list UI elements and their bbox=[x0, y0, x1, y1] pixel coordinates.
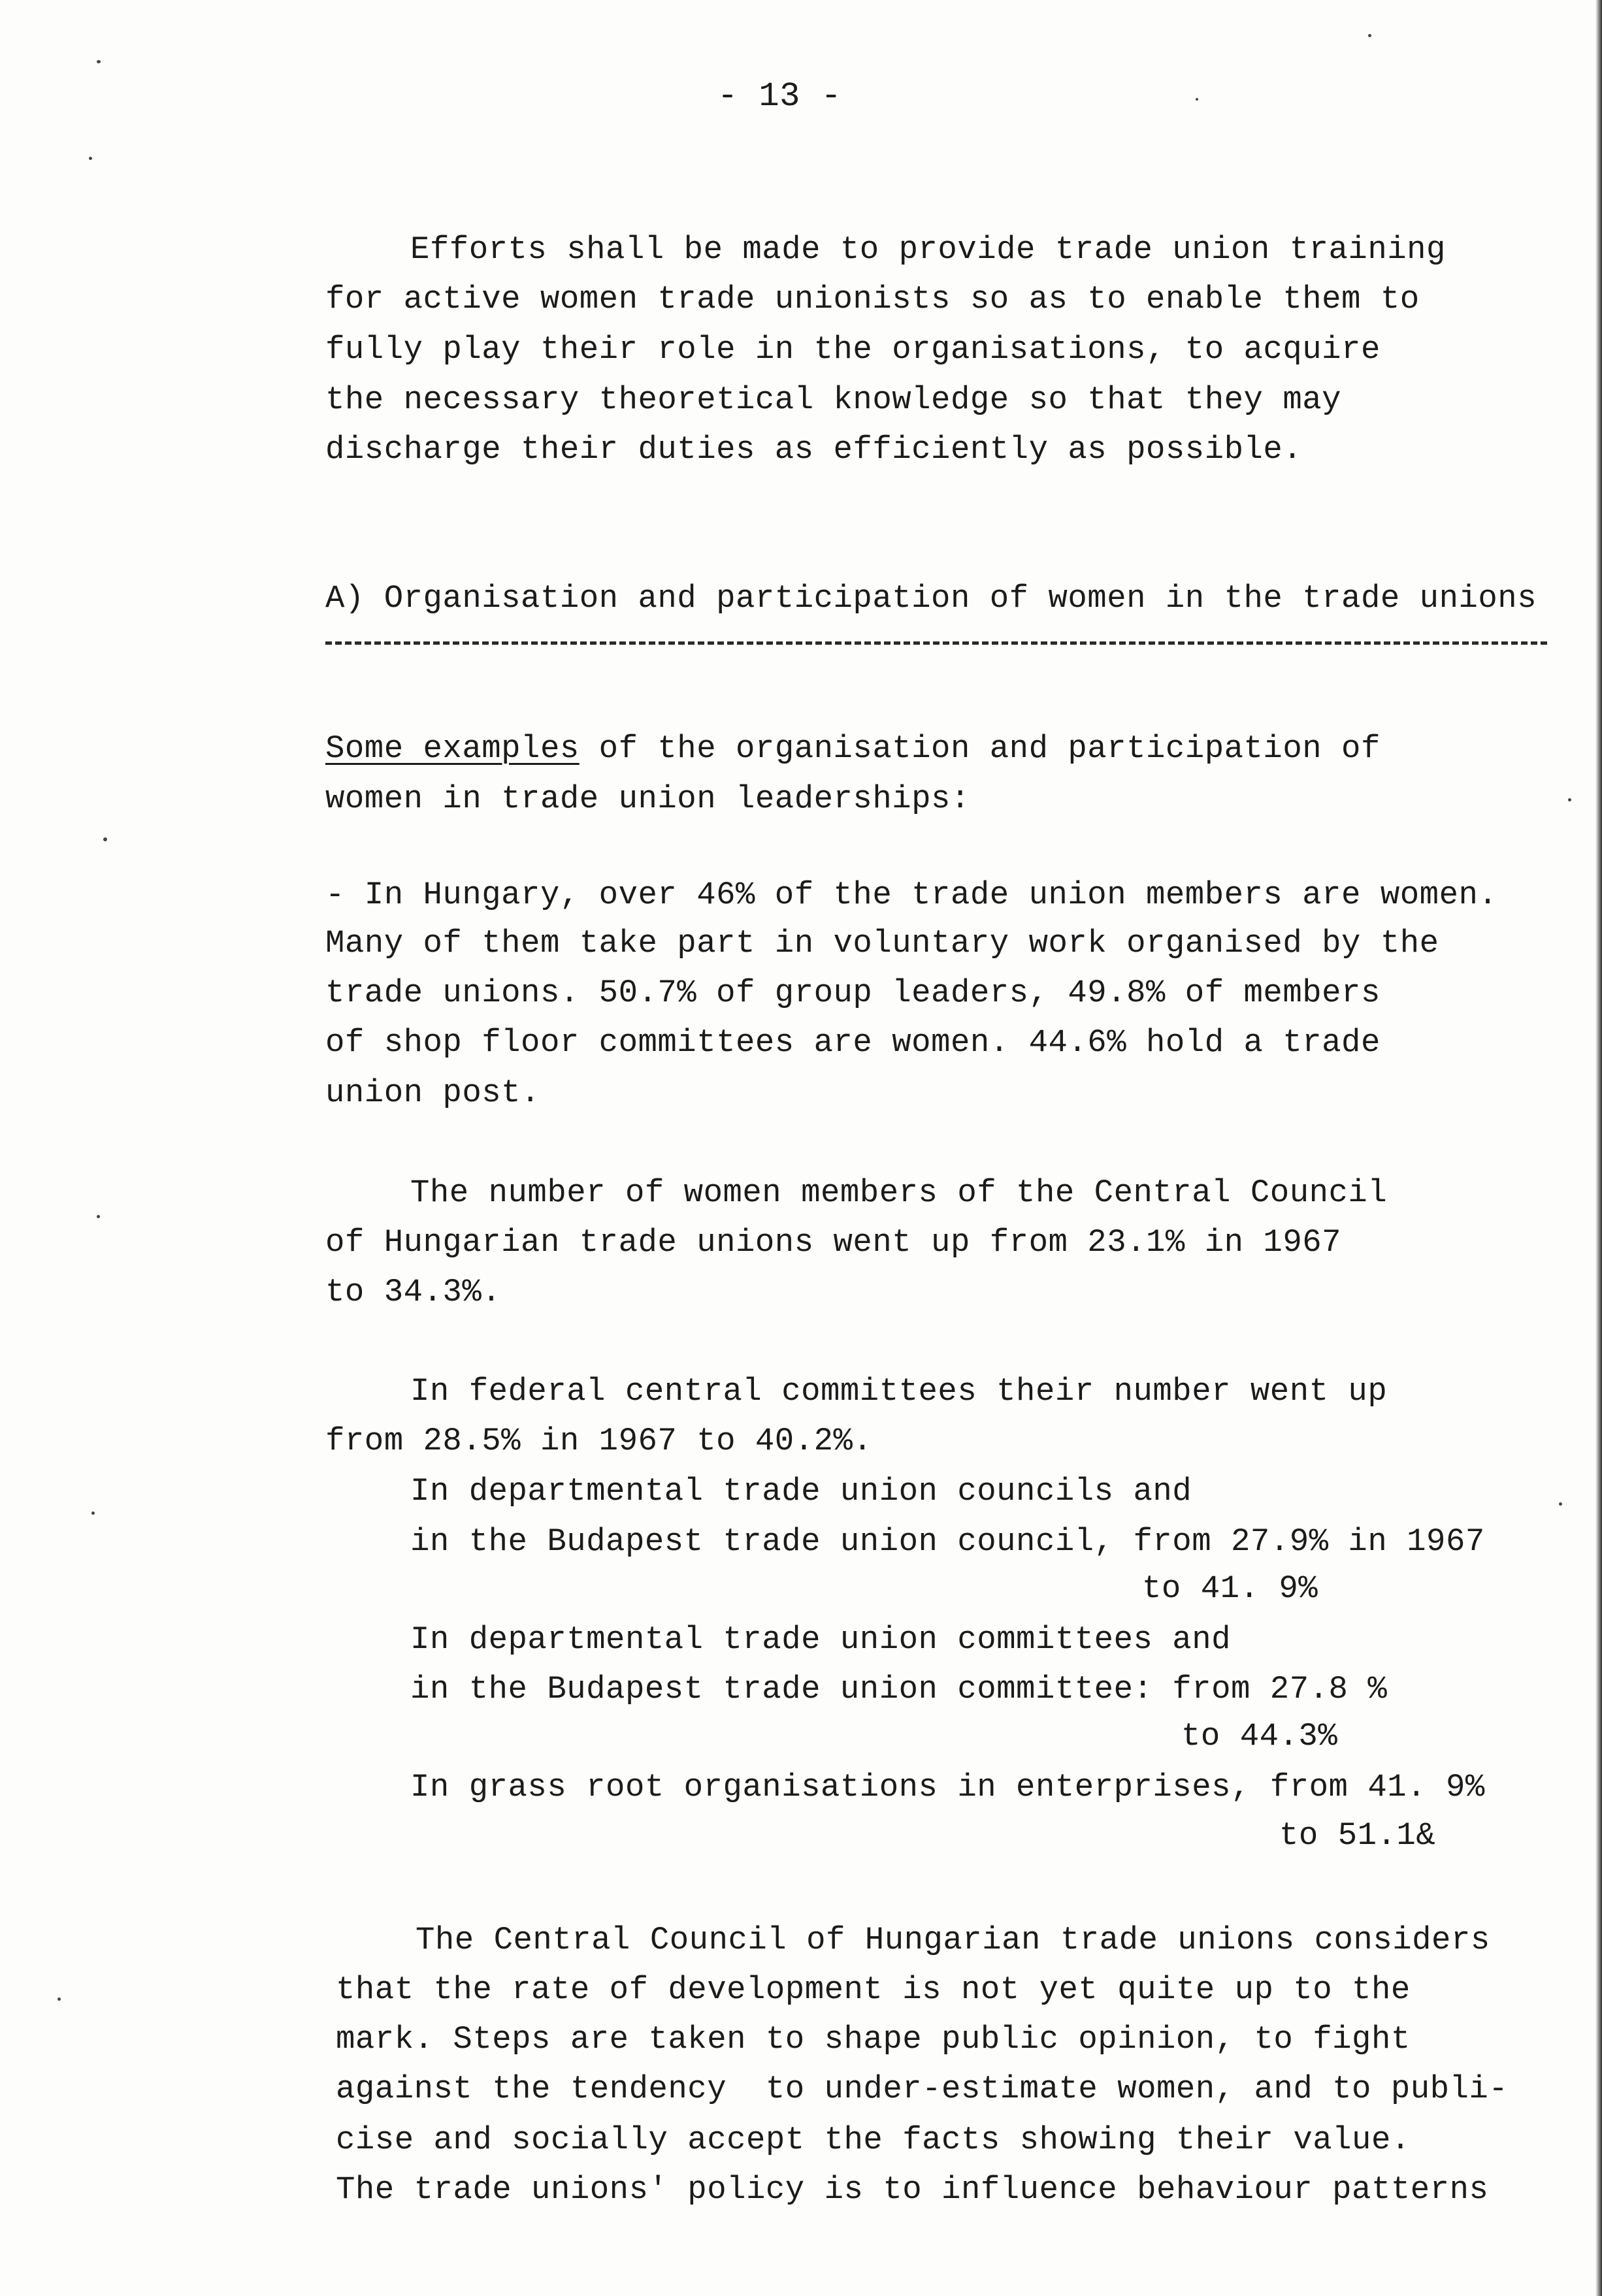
paragraph-line: in the Budapest trade union council, from 27.9% in 1967 bbox=[410, 1523, 1485, 1560]
examples-intro-line: women in trade union leaderships: bbox=[325, 781, 970, 817]
paragraph-line: In departmental trade union committees and bbox=[410, 1621, 1232, 1658]
scan-speck bbox=[1368, 34, 1371, 37]
paragraph-line: In grass root organisations in enterprises, from 41. 9% bbox=[410, 1769, 1485, 1805]
scan-speck bbox=[97, 1215, 100, 1218]
page-number: - 13 - bbox=[717, 77, 842, 116]
paragraph-line: of shop floor committees are women. 44.6% hold a trade bbox=[325, 1024, 1381, 1061]
paragraph-line: in the Budapest trade union committee: from 27.8 % bbox=[410, 1671, 1388, 1707]
heading-dashed-rule bbox=[325, 641, 1547, 645]
scan-speck bbox=[57, 1997, 61, 2001]
paragraph-line: to 41. 9% bbox=[1142, 1570, 1318, 1607]
paragraph-line: The Central Council of Hungarian trade unions considers bbox=[416, 1922, 1490, 1958]
paragraph-line: fully play their role in the organisations, to acquire bbox=[325, 331, 1381, 368]
examples-underlined: Some examples bbox=[325, 730, 580, 767]
paragraph-line: - In Hungary, over 46% of the trade union members are women. bbox=[325, 877, 1498, 913]
paragraph-line: of Hungarian trade unions went up from 23.1% in 1967 bbox=[325, 1224, 1342, 1261]
paragraph-line: trade unions. 50.7% of group leaders, 49.8% of members bbox=[325, 975, 1381, 1011]
paragraph-line: discharge their duties as efficiently as possible. bbox=[325, 431, 1303, 468]
scan-speck bbox=[89, 157, 92, 160]
scan-speck bbox=[1196, 98, 1198, 101]
scan-edge-shadow bbox=[1595, 0, 1602, 2296]
scan-speck bbox=[91, 1512, 95, 1515]
section-heading: A) Organisation and participation of women in the trade unions bbox=[325, 580, 1537, 617]
paragraph-line: to 34.3%. bbox=[325, 1274, 502, 1310]
paragraph-line: Many of them take part in voluntary work organised by the bbox=[325, 925, 1439, 962]
paragraph-line: for active women trade unionists so as to enable them to bbox=[325, 281, 1420, 317]
scan-speck bbox=[1568, 798, 1571, 801]
paragraph-line: that the rate of development is not yet quite up to the bbox=[336, 1971, 1411, 2008]
examples-rest: of the organisation and participation of bbox=[579, 730, 1381, 767]
paragraph-line: In departmental trade union councils and bbox=[410, 1473, 1192, 1510]
paragraph-line: the necessary theoretical knowledge so that they may bbox=[325, 381, 1342, 418]
paragraph-line: In federal central committees their number went up bbox=[410, 1373, 1388, 1410]
scan-speck bbox=[103, 837, 107, 841]
paragraph-line: to 44.3% bbox=[1181, 1718, 1338, 1754]
paragraph-line: The number of women members of the Central Council bbox=[410, 1174, 1388, 1211]
scan-speck bbox=[97, 60, 101, 63]
paragraph-line: union post. bbox=[325, 1075, 540, 1111]
paragraph-line: cise and socially accept the facts showing their value. bbox=[336, 2122, 1411, 2158]
paragraph-line: against the tendency to under-estimate women, and to publi- bbox=[336, 2071, 1509, 2107]
examples-intro-line bbox=[325, 729, 1381, 768]
scan-speck bbox=[1559, 1502, 1562, 1506]
paragraph-line: from 28.5% in 1967 to 40.2%. bbox=[325, 1423, 873, 1459]
paragraph-line: The trade unions' policy is to influence behaviour patterns bbox=[336, 2171, 1489, 2208]
paragraph-line: to 51.1& bbox=[1279, 1817, 1436, 1854]
paragraph-line: Efforts shall be made to provide trade union training bbox=[410, 231, 1446, 268]
paragraph-line: mark. Steps are taken to shape public opinion, to fight bbox=[336, 2021, 1411, 2058]
